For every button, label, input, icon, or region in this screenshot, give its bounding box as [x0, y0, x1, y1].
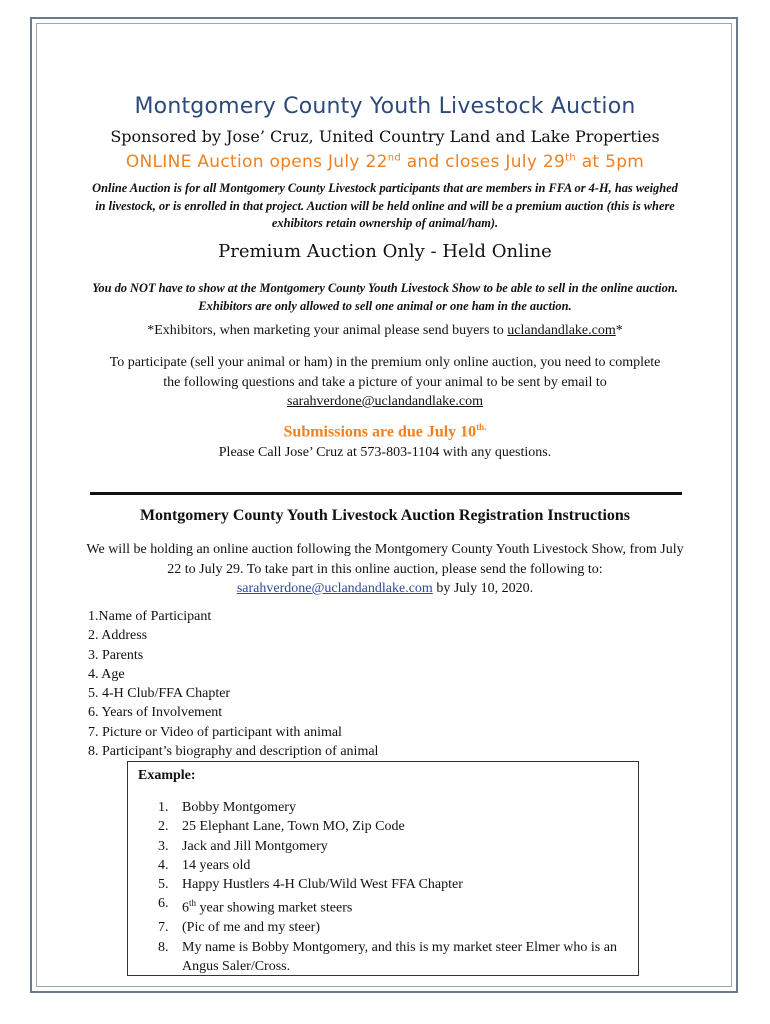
auction-dates-mid: and closes July 29: [400, 152, 566, 172]
list-item: 8. Participant’s biography and description of animal: [88, 744, 379, 760]
participate-email-link[interactable]: sarahverdone@uclandandlake.com: [287, 394, 483, 409]
submission-deadline: [0, 422, 770, 441]
list-text: Bobby Montgomery: [182, 800, 296, 815]
sponsor-line: Sponsored by Jose’ Cruz, United Country Land and Lake Properties: [110, 127, 660, 146]
contact-line: Please Call Jose’ Cruz at 573-803-1104 with any questions.: [218, 445, 552, 460]
notice-paragraph: You do NOT have to show at the Montgomery County Youth Livestock Show to be able to sell in the online auction. Exhibitors are only allowed to sell one animal or one ham in the auction.: [92, 281, 678, 313]
participate-paragraph: [100, 353, 670, 412]
due-text: Submissions are due July 10: [283, 423, 477, 441]
list-item: 2. Address: [88, 628, 148, 644]
list-item: [128, 918, 628, 937]
auction-dates-line: [0, 152, 770, 172]
website-link[interactable]: uclandandlake.com: [507, 323, 616, 338]
list-item: [128, 798, 628, 817]
exhibitors-suffix: *: [615, 323, 623, 338]
section-divider: [90, 492, 682, 495]
list-text: 14 years old: [182, 857, 251, 873]
example-box: [127, 761, 639, 976]
page-title: Montgomery County Youth Livestock Auction: [134, 94, 636, 119]
list-number: 6.: [158, 896, 169, 912]
list-item: 3. Parents: [88, 647, 144, 663]
list-number: 2.: [158, 819, 169, 835]
list-number: 3.: [158, 838, 169, 854]
list-item: 4. Age: [88, 666, 125, 682]
list-item: [128, 817, 628, 836]
list-item: [128, 875, 628, 894]
list-item: 6. Years of Involvement: [88, 705, 223, 721]
list-number: 8.: [158, 939, 169, 955]
participate-text: To participate (sell your animal or ham) in the premium only online auction, you need to complete the following questions and take a picture of your animal to be sent by email to: [109, 355, 661, 390]
intro-paragraph: Online Auction is for all Montgomery County Livestock participants that are members in FFA or 4-H, has weighed in livestock, or is enrolled in that project. Auction will be held online and will be a premium auction (this is where exhibitors retain ownership of animal/ham).: [92, 181, 678, 230]
list-item: 5. 4-H Club/FFA Chapter: [88, 686, 231, 702]
registration-steps-list: [88, 607, 588, 761]
registration-email-suffix: by July 10, 2020.: [432, 581, 534, 596]
registration-text: We will be holding an online auction following the Montgomery County Youth Livestock Show, from July 22 to July 29. To take part in this online auction, please send the following to:: [86, 542, 684, 577]
exhibitors-line: [0, 323, 770, 339]
list-item: [128, 837, 628, 856]
list-sup: th: [189, 898, 197, 909]
list-text: Happy Hustlers 4-H Club/Wild West FFA Chapter: [182, 877, 463, 893]
list-text: 6: [182, 901, 189, 917]
list-item: 7. Picture or Video of participant with animal: [88, 724, 342, 740]
example-label: Example:: [138, 768, 196, 783]
list-text: My name is Bobby Montgomery, and this is my market steer Elmer who is an Angus Saler/Cross.: [182, 939, 617, 975]
registration-title: Montgomery County Youth Livestock Auction Registration Instructions: [139, 507, 631, 524]
list-number: 7.: [158, 920, 169, 936]
auction-dates-sup1: nd: [387, 152, 401, 164]
example-list: [128, 798, 628, 976]
list-text: Jack and Jill Montgomery: [182, 838, 328, 854]
list-item: [128, 856, 628, 875]
exhibitors-prefix: *Exhibitors, when marketing your animal please send buyers to: [147, 323, 508, 338]
registration-email-link[interactable]: sarahverdone@uclandandlake.com: [236, 581, 433, 596]
list-number: 1.: [158, 800, 169, 815]
registration-paragraph: [80, 540, 690, 599]
auction-dates-prefix: ONLINE Auction opens July 22: [125, 152, 388, 172]
list-text: 25 Elephant Lane, Town MO, Zip Code: [182, 819, 405, 835]
due-sup: th.: [476, 422, 487, 432]
list-text-rest: year showing market steers: [196, 901, 353, 917]
list-item: [128, 894, 628, 918]
auction-dates-suffix: at 5pm: [576, 152, 645, 172]
premium-heading: Premium Auction Only - Held Online: [218, 241, 552, 262]
list-number: 4.: [158, 857, 169, 873]
list-item: [128, 938, 628, 977]
list-text: (Pic of me and my steer): [182, 920, 321, 936]
list-number: 5.: [158, 877, 169, 893]
list-item: 1.Name of Participant: [88, 609, 212, 624]
auction-dates-sup2: th: [565, 152, 576, 164]
